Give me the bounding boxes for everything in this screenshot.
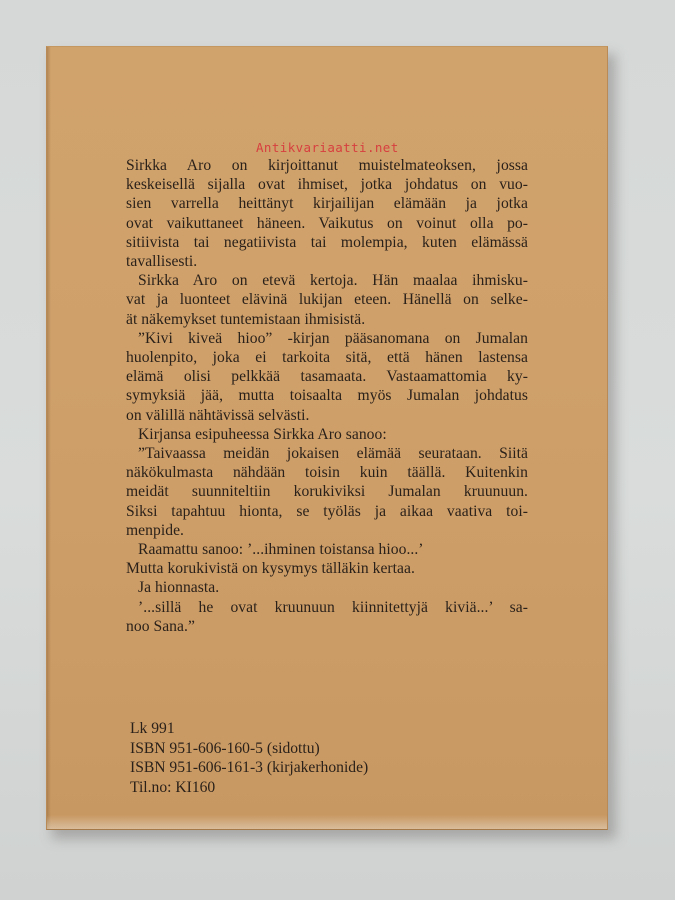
blurb-line: näkökulmasta nähdään toisin kuin täällä. Kuitenkin	[126, 464, 528, 482]
blurb-line: noo Sana.”	[126, 617, 195, 635]
blurb-line: Mutta korukivistä on kysymys tälläkin kertaa.	[126, 560, 415, 578]
blurb-line: huolenpito, joka ei tarkoita sitä, että hänen lastensa	[126, 349, 528, 367]
blurb-line: sitiivista tai negatiivista tai molempia, kuten elämässä	[126, 233, 528, 251]
blurb-line: elämä olisi pelkkää tasamaata. Vastaamattomia ky-	[126, 368, 528, 386]
blurb-line: keskeisellä sijalla ovat ihmiset, jotka johdatus on vuo-	[126, 176, 528, 194]
isbn-club-edition: ISBN 951-606-161-3 (kirjakerhonide)	[130, 759, 369, 777]
blurb-line: ”Taivaassa meidän jokaisen elämää seurataan. Siitä	[138, 445, 528, 463]
order-number: Til.no: KI160	[130, 778, 216, 796]
blurb-line: Sirkka Aro on kirjoittanut muistelmateoksen, jossa	[126, 157, 528, 174]
blurb-line: Kirjansa esipuheessa Sirkka Aro sanoo:	[138, 425, 387, 443]
blurb-line: ”Kivi kiveä hioo” -kirjan pääsanomana on Jumalan	[138, 329, 528, 347]
blurb-line: symyksiä jää, mutta toisaalta myös Jumalan johdatus	[126, 387, 528, 405]
library-class: Lk 991	[130, 720, 175, 737]
blurb-line: on välillä nähtävissä selvästi.	[126, 406, 310, 424]
watermark-text: Antikvariaatti.net	[256, 140, 399, 155]
isbn-bound: ISBN 951-606-160-5 (sidottu)	[130, 739, 320, 757]
blurb-line: ät näkemykset tuntemistaan ihmisistä.	[126, 310, 366, 328]
back-cover-blurb	[126, 156, 528, 636]
publication-codes	[130, 719, 368, 797]
blurb-line: meidät suunniteltiin korukiviksi Jumalan kruunuun.	[126, 483, 528, 501]
blurb-line: Ja hionnasta.	[138, 579, 220, 597]
blurb-line: menpide.	[126, 521, 184, 539]
blurb-line: ’...sillä he ovat kruunuun kiinnitettyjä kiviä...’ sa-	[138, 598, 528, 616]
blurb-line: vat ja luonteet elävinä lukijan eteen. Hänellä on selke-	[126, 291, 528, 309]
blurb-line: Sirkka Aro on etevä kertoja. Hän maalaa ihmisku-	[138, 272, 528, 290]
blurb-line: sien varrella heittänyt kirjailijan elämään ja jotka	[126, 195, 528, 213]
blurb-line: Siksi tapahtuu hionta, se työläs ja aikaa vaativa toi-	[126, 502, 528, 520]
blurb-line: ovat vaikuttaneet häneen. Vaikutus on voinut olla po-	[126, 214, 528, 232]
blurb-line: tavallisesti.	[126, 253, 198, 271]
blurb-line: Raamattu sanoo: ’...ihminen toistansa hioo...’	[138, 541, 424, 559]
